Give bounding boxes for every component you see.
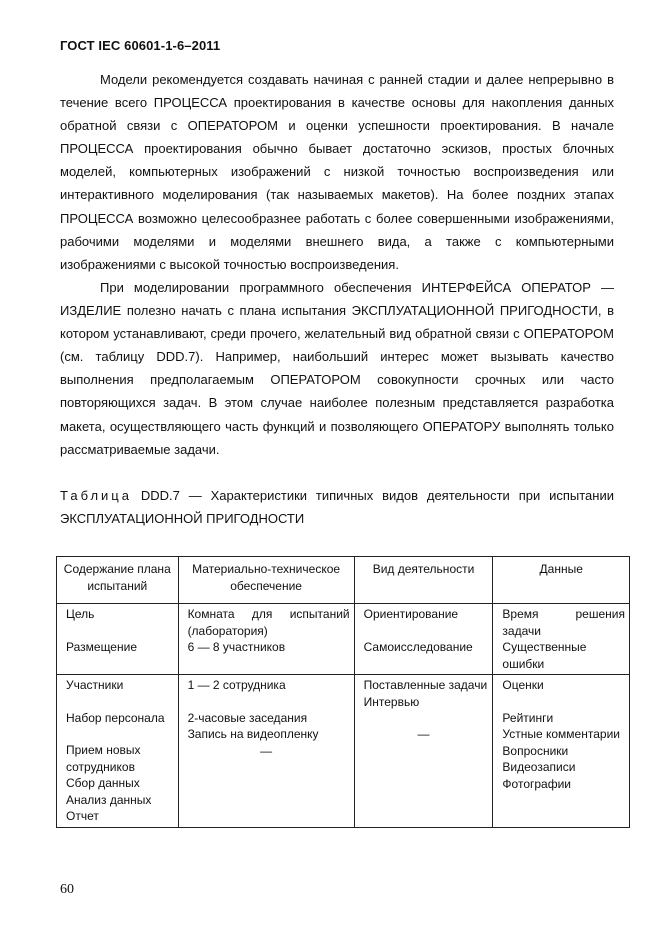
cell-text: Анализ данных bbox=[66, 792, 152, 807]
cell-text: Интервью bbox=[363, 694, 420, 709]
table-cell bbox=[493, 604, 630, 675]
cell-text: Размещение bbox=[66, 639, 137, 654]
table-cell bbox=[354, 604, 493, 675]
cell-text: 6 — 8 участников bbox=[187, 640, 286, 654]
table-cell bbox=[493, 675, 630, 828]
table-cell bbox=[354, 675, 493, 828]
cell-text: Цель bbox=[66, 607, 95, 621]
cell-text: Набор персонала bbox=[66, 710, 165, 725]
cell-text: Участники bbox=[66, 678, 124, 692]
table-caption-label: Таблица bbox=[60, 488, 132, 503]
cell-text: 2-часовые заседания bbox=[187, 710, 308, 725]
table-cell bbox=[57, 675, 179, 828]
cell-text: Видеозаписи bbox=[502, 760, 576, 774]
cell-text: Запись на видеопленку bbox=[187, 727, 319, 741]
cell-text: Рейтинги bbox=[502, 710, 554, 725]
cell-text: Существенные ошибки bbox=[502, 640, 587, 671]
cell-text: Время решения задачи bbox=[502, 607, 625, 638]
table-cell bbox=[178, 675, 354, 828]
usability-activities-table bbox=[56, 556, 630, 828]
table-row bbox=[57, 604, 630, 675]
cell-text: Ориентирование bbox=[363, 607, 459, 621]
document-header: ГОСТ IEC 60601-1-6–2011 bbox=[60, 38, 221, 53]
header-plan-content: Содержание плана испытаний bbox=[57, 557, 179, 604]
table-header-row bbox=[57, 557, 630, 604]
page-number: 60 bbox=[60, 882, 74, 897]
paragraph-software-modeling: При моделировании программного обеспечения ИНТЕРФЕЙСА ОПЕРАТОР — ИЗДЕЛИЕ полезно начать с плана испытания ЭКСПЛУАТАЦИОННОЙ ПРИГОДНОСТИ, в котором устанавливают, среди прочего, желательный вид обратной связи с ОПЕРАТОРОМ (см. таблицу DDD.7). Например, наибольший интерес может вызывать качество выполнения предполагаемым ОПЕРАТОРОМ совокупности срочных или часто повторяющихся задач. В этом случае наиболее полезным представляется разработка макета, осуществляющего часть функций и позволяющего ОПЕРАТОРУ выполнять только рассматриваемые задачи. bbox=[60, 280, 614, 457]
cell-text: Самоисследование bbox=[363, 639, 473, 654]
header-logistics: Материально-техническое обеспечение bbox=[178, 557, 354, 604]
header-data: Данные bbox=[493, 557, 630, 604]
cell-text: Поставленные задачи bbox=[363, 678, 488, 692]
cell-dash: — bbox=[260, 743, 273, 758]
table-row bbox=[57, 675, 630, 828]
cell-text: Комната для испытаний (лаборатория) bbox=[187, 607, 350, 638]
cell-text: Фотографии bbox=[502, 776, 571, 791]
cell-text: Оценки bbox=[502, 678, 544, 692]
table-caption bbox=[60, 484, 614, 530]
cell-text: 1 — 2 сотрудника bbox=[187, 678, 286, 692]
cell-dash: — bbox=[417, 727, 430, 741]
cell-text: Вопросники bbox=[502, 743, 569, 758]
table-cell bbox=[178, 604, 354, 675]
cell-text: Сбор данных bbox=[66, 776, 140, 790]
header-activity: Вид деятельности bbox=[354, 557, 493, 604]
paragraph-models: Модели рекомендуется создавать начиная с ранней стадии и далее непрерывно в течение всего ПРОЦЕССА проектирования в качестве основы для накопления данных обратной связи с ОПЕРАТОРОМ и оценки успешности проектирования. В начале ПРОЦЕССА проектирования обычно бывает достаточно эскизов, простых блочных моделей, компьютерных изображений с низкой точностью воспроизведения или интерактивного моделирования (так называемых макетов). На более поздних этапах ПРОЦЕССА возможно целесообразнее работать с более совершенными изображениями, рабочими моделями и моделями внешнего вида, а также с компьютерными изображениями с высокой точностью воспроизведения. bbox=[60, 72, 614, 272]
table-caption-text: DDD.7 — Характеристики типичных видов деятельности при испытании ЭКСПЛУАТАЦИОННОЙ ПРИГОДНОСТИ bbox=[60, 488, 614, 526]
cell-text: Отчет bbox=[66, 809, 99, 823]
table-cell bbox=[57, 604, 179, 675]
cell-text: Устные комментарии bbox=[502, 727, 620, 741]
cell-text: Прием новых сотрудников bbox=[66, 743, 141, 774]
